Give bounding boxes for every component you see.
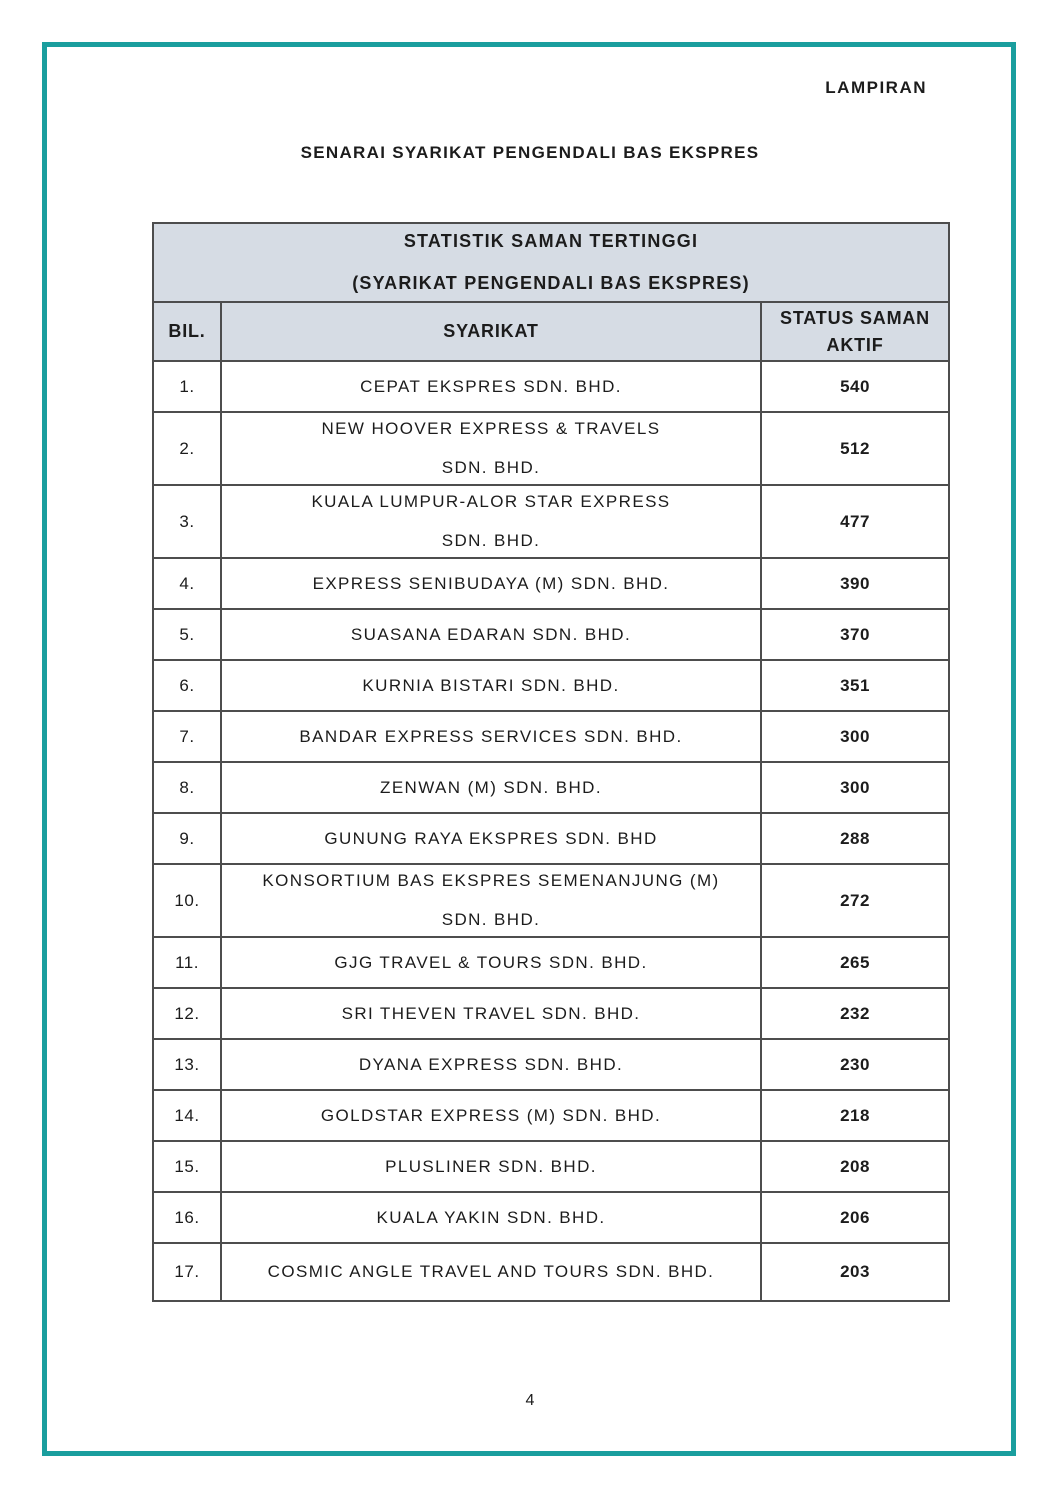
table-row xyxy=(153,813,949,864)
column-header-row xyxy=(153,302,949,361)
table-row xyxy=(153,1243,949,1301)
table-row xyxy=(153,762,949,813)
row-number: 4. xyxy=(153,558,221,609)
page-number: 4 xyxy=(525,1392,535,1409)
row-number: 8. xyxy=(153,762,221,813)
company-name: GUNUNG RAYA EKSPRES SDN. BHD xyxy=(221,813,761,864)
status-saman-value: 540 xyxy=(761,361,949,412)
table-title xyxy=(153,223,949,302)
company-name: PLUSLINER SDN. BHD. xyxy=(221,1141,761,1192)
row-number: 5. xyxy=(153,609,221,660)
status-saman-value: 265 xyxy=(761,937,949,988)
column-header-syarikat: SYARIKAT xyxy=(221,302,761,361)
company-name: GJG TRAVEL & TOURS SDN. BHD. xyxy=(221,937,761,988)
company-name: NEW HOOVER EXPRESS & TRAVELS SDN. BHD. xyxy=(221,412,761,485)
company-name: COSMIC ANGLE TRAVEL AND TOURS SDN. BHD. xyxy=(221,1243,761,1301)
column-header-status: STATUS SAMAN AKTIF xyxy=(761,302,949,361)
document-title: SENARAI SYARIKAT PENGENDALI BAS EKSPRES xyxy=(300,143,760,162)
table-title-line2: (SYARIKAT PENGENDALI BAS EKSPRES) xyxy=(352,273,750,293)
status-saman-value: 232 xyxy=(761,988,949,1039)
company-name: SRI THEVEN TRAVEL SDN. BHD. xyxy=(221,988,761,1039)
row-number: 10. xyxy=(153,864,221,937)
table-row xyxy=(153,1192,949,1243)
row-number: 9. xyxy=(153,813,221,864)
row-number: 14. xyxy=(153,1090,221,1141)
company-name: CEPAT EKSPRES SDN. BHD. xyxy=(221,361,761,412)
status-saman-value: 300 xyxy=(761,762,949,813)
status-saman-value: 288 xyxy=(761,813,949,864)
company-name: GOLDSTAR EXPRESS (M) SDN. BHD. xyxy=(221,1090,761,1141)
table-row xyxy=(153,937,949,988)
company-name: DYANA EXPRESS SDN. BHD. xyxy=(221,1039,761,1090)
status-saman-value: 272 xyxy=(761,864,949,937)
table-row xyxy=(153,1090,949,1141)
row-number: 11. xyxy=(153,937,221,988)
row-number: 13. xyxy=(153,1039,221,1090)
company-name: SUASANA EDARAN SDN. BHD. xyxy=(221,609,761,660)
status-saman-value: 206 xyxy=(761,1192,949,1243)
status-saman-value: 512 xyxy=(761,412,949,485)
company-name: KUALA YAKIN SDN. BHD. xyxy=(221,1192,761,1243)
status-saman-value: 230 xyxy=(761,1039,949,1090)
row-number: 12. xyxy=(153,988,221,1039)
row-number: 17. xyxy=(153,1243,221,1301)
row-number: 2. xyxy=(153,412,221,485)
row-number: 3. xyxy=(153,485,221,558)
company-name: BANDAR EXPRESS SERVICES SDN. BHD. xyxy=(221,711,761,762)
row-number: 1. xyxy=(153,361,221,412)
company-name: KONSORTIUM BAS EKSPRES SEMENANJUNG (M) SDN. BHD. xyxy=(221,864,761,937)
table-row xyxy=(153,412,949,485)
row-number: 15. xyxy=(153,1141,221,1192)
table-row xyxy=(153,864,949,937)
table-row xyxy=(153,361,949,412)
table-body xyxy=(153,361,949,1301)
table-row xyxy=(153,1039,949,1090)
column-header-bil: BIL. xyxy=(153,302,221,361)
table-row xyxy=(153,1141,949,1192)
table-row xyxy=(153,558,949,609)
corner-label: LAMPIRAN xyxy=(825,78,927,97)
table-row xyxy=(153,711,949,762)
row-number: 6. xyxy=(153,660,221,711)
table-title-row xyxy=(153,223,949,302)
status-saman-value: 370 xyxy=(761,609,949,660)
company-name: KUALA LUMPUR-ALOR STAR EXPRESS SDN. BHD. xyxy=(221,485,761,558)
status-saman-value: 218 xyxy=(761,1090,949,1141)
status-saman-value: 390 xyxy=(761,558,949,609)
row-number: 7. xyxy=(153,711,221,762)
table-row xyxy=(153,609,949,660)
status-saman-value: 203 xyxy=(761,1243,949,1301)
table-row xyxy=(153,988,949,1039)
statistics-table-container xyxy=(152,222,950,1302)
table-title-line1: STATISTIK SAMAN TERTINGGI xyxy=(403,231,699,251)
statistics-table xyxy=(152,222,950,1302)
status-saman-value: 208 xyxy=(761,1141,949,1192)
status-saman-value: 300 xyxy=(761,711,949,762)
table-row xyxy=(153,660,949,711)
status-saman-value: 351 xyxy=(761,660,949,711)
company-name: EXPRESS SENIBUDAYA (M) SDN. BHD. xyxy=(221,558,761,609)
row-number: 16. xyxy=(153,1192,221,1243)
company-name: KURNIA BISTARI SDN. BHD. xyxy=(221,660,761,711)
status-saman-value: 477 xyxy=(761,485,949,558)
table-row xyxy=(153,485,949,558)
company-name: ZENWAN (M) SDN. BHD. xyxy=(221,762,761,813)
